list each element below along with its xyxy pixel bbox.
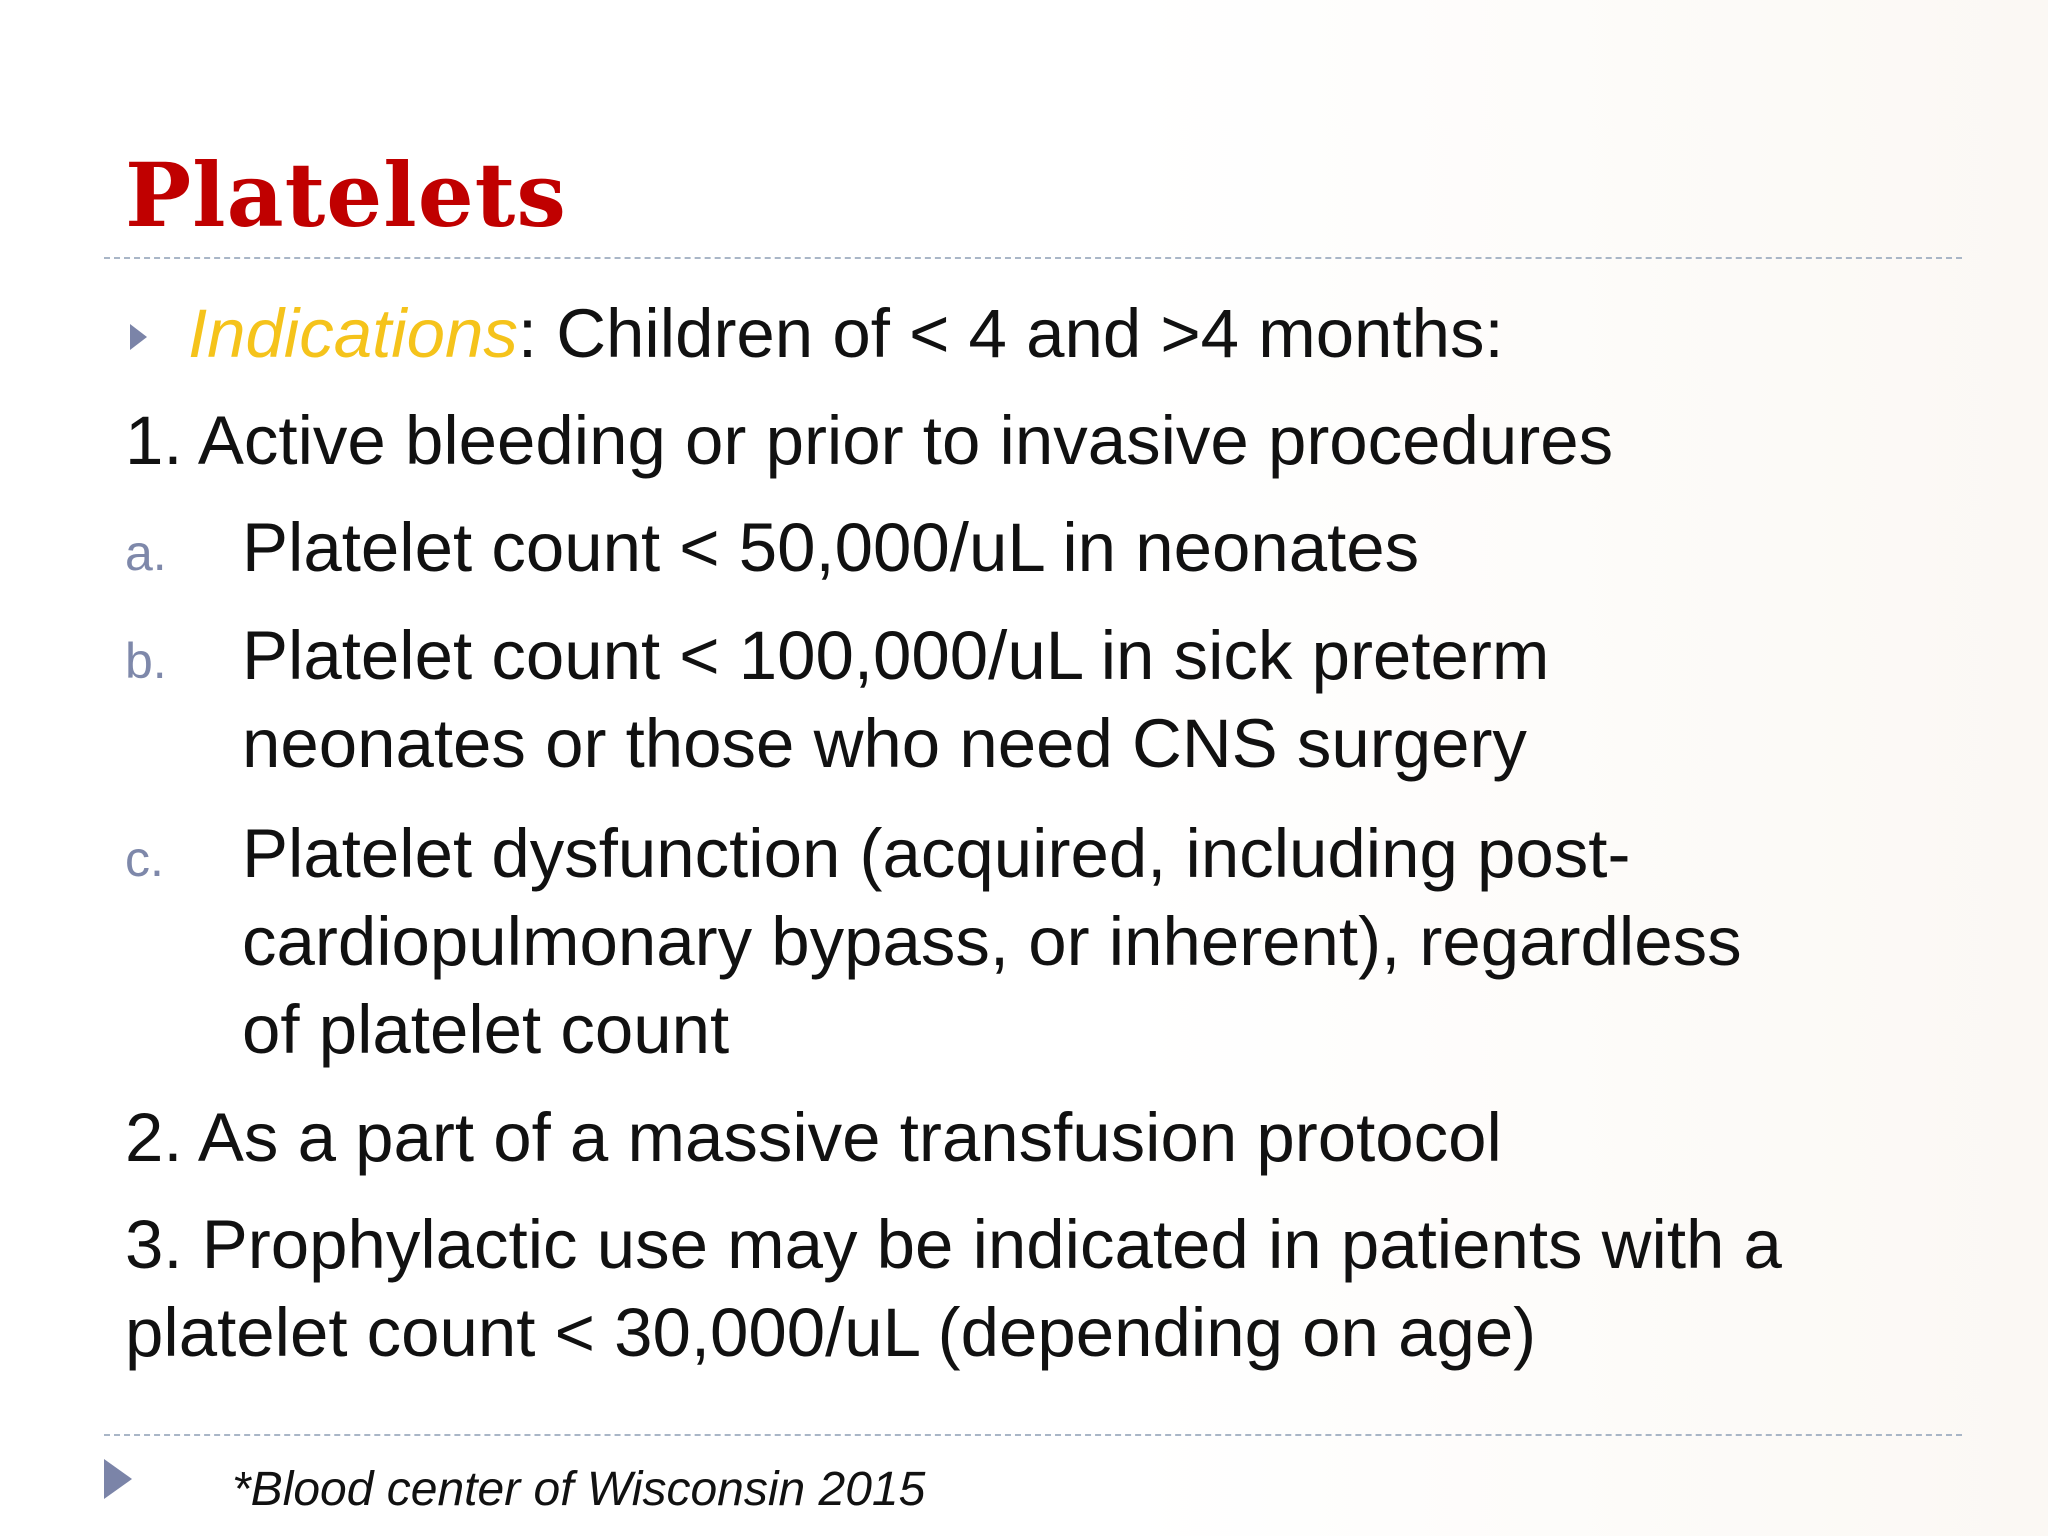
- title-divider: [104, 257, 1962, 259]
- item-3-line-2: platelet count < 30,000/uL (depending on age): [125, 1294, 1537, 1371]
- item-2: 2. As a part of a massive transfusion protocol: [125, 1099, 1502, 1176]
- indications-label: Indications: [188, 295, 518, 372]
- item-3-line-1: 3. Prophylactic use may be indicated in patients with a: [125, 1206, 1782, 1283]
- item-b-marker: b.: [125, 633, 167, 689]
- item-a-marker: a.: [125, 525, 167, 581]
- bullet-arrow-icon: [130, 324, 147, 350]
- indications-line: [188, 290, 1504, 378]
- item-b-line-2: neonates or those who need CNS surgery: [242, 705, 1527, 782]
- item-a-text: Platelet count < 50,000/uL in neonates: [242, 509, 1420, 586]
- footer-divider: [104, 1434, 1962, 1436]
- item-b-line-1: Platelet count < 100,000/uL in sick preterm: [242, 617, 1550, 694]
- item-c-marker: c.: [125, 831, 164, 887]
- footer-arrow-icon: [104, 1459, 132, 1499]
- item-1: 1. Active bleeding or prior to invasive procedures: [125, 402, 1614, 479]
- item-c-line-1: Platelet dysfunction (acquired, including post-: [242, 815, 1631, 892]
- indications-text: : Children of < 4 and >4 months:: [517, 295, 1504, 372]
- footnote: *Blood center of Wisconsin 2015: [232, 1463, 926, 1516]
- slide-title: Platelets: [125, 143, 567, 247]
- item-c-line-3: of platelet count: [242, 991, 730, 1068]
- item-c-line-2: cardiopulmonary bypass, or inherent), regardless: [242, 903, 1742, 980]
